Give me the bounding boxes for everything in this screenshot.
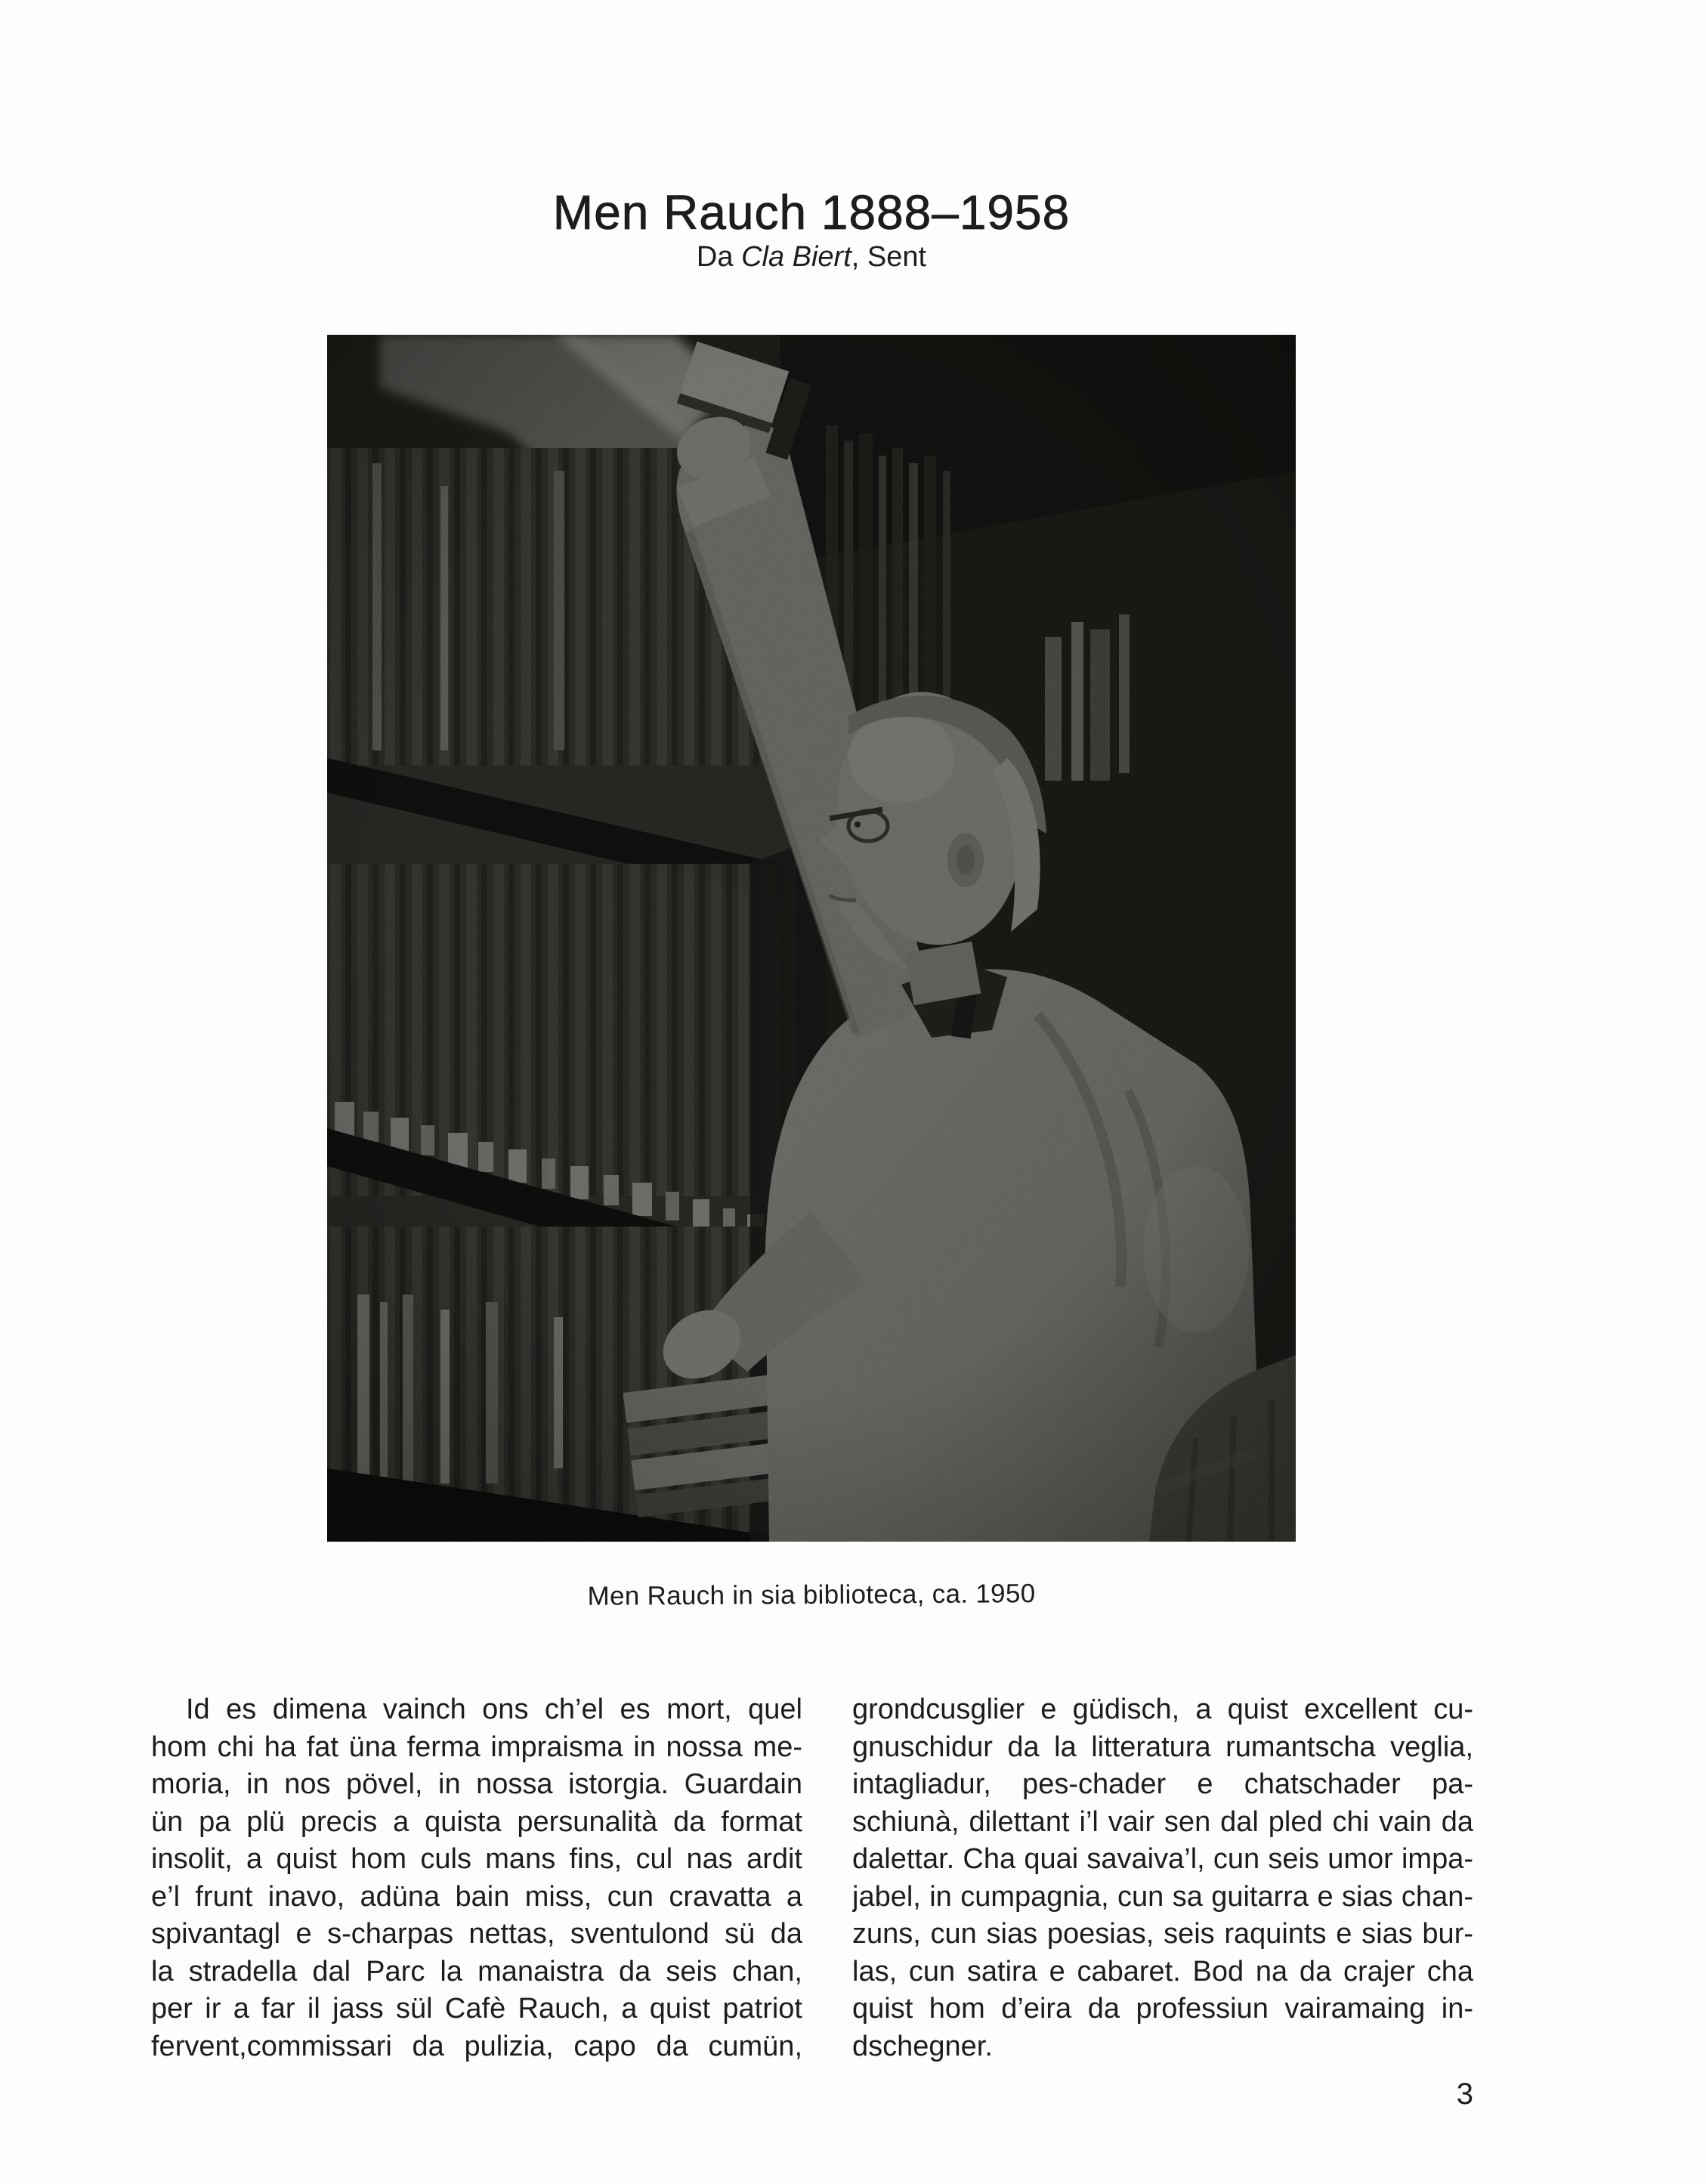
text-line: las, cun satira e cabaret. Bod na da crajer cha (852, 1955, 1473, 1988)
text-line: hom chi ha fat üna ferma impraisma in nossa me- (151, 1731, 802, 1763)
text-line: zuns, cun sias poesias, seis raquints e sias bur- (852, 1918, 1473, 1950)
library-photo-art (327, 335, 1296, 1542)
text-line: intagliadur, pes-chader e chatschader pa- (852, 1768, 1473, 1800)
text-line: Id es dimena vainch ons ch’el es mort, quel (186, 1694, 802, 1725)
text-line: e’l frunt inavo, adüna bain miss, cun cravatta a (151, 1880, 802, 1913)
text-line: jabel, in cumpagnia, cun sa guitarra e sias chan- (852, 1880, 1473, 1913)
article-column-left (151, 1691, 802, 2065)
text-line: dschegner. (852, 2030, 993, 2062)
photo-caption: Men Rauch in sia biblioteca, ca. 1950 (587, 1579, 1036, 1611)
text-line: ün pa plü precis a quista persunalità da format (151, 1805, 802, 1838)
article-column-right (852, 1691, 1473, 2065)
text-line: spivantagl e s-charpas nettas, sventulond sü da (151, 1918, 802, 1950)
byline-author: Cla Biert (741, 241, 851, 273)
byline-prefix: Da (696, 241, 742, 273)
byline-suffix: , Sent (851, 241, 927, 273)
library-photo (327, 335, 1296, 1542)
text-line: per ir a far il jass sül Cafè Rauch, a quist patriot (151, 1993, 802, 2025)
page-number: 3 (1456, 2077, 1473, 2111)
text-line: schiunà, dilettant i’l vair sen dal pled chi vain da (852, 1805, 1473, 1838)
page-title: Men Rauch 1888–1958 (552, 184, 1071, 240)
text-line: grondcusglier e güdisch, a quist excellent cu- (852, 1694, 1473, 1725)
text-line: quist hom d’eira da professiun vairamaing in- (852, 1993, 1473, 2025)
text-line: insolit, a quist hom culs mans fins, cul nas ardit (151, 1843, 802, 1875)
text-line: la stradella dal Parc la manaistra da seis chan, (151, 1955, 802, 1988)
text-line: gnuschidur da la litteratura rumantscha veglia, (852, 1731, 1473, 1763)
text-line: dalettar. Cha quai savaiva’l, cun seis umor impa- (852, 1843, 1473, 1875)
byline (327, 240, 1296, 274)
text-line: moria, in nos pövel, in nossa istorgia. Guardain (151, 1768, 802, 1800)
text-line: fervent,commissari da pulizia, capo da cumün, (151, 2030, 802, 2062)
